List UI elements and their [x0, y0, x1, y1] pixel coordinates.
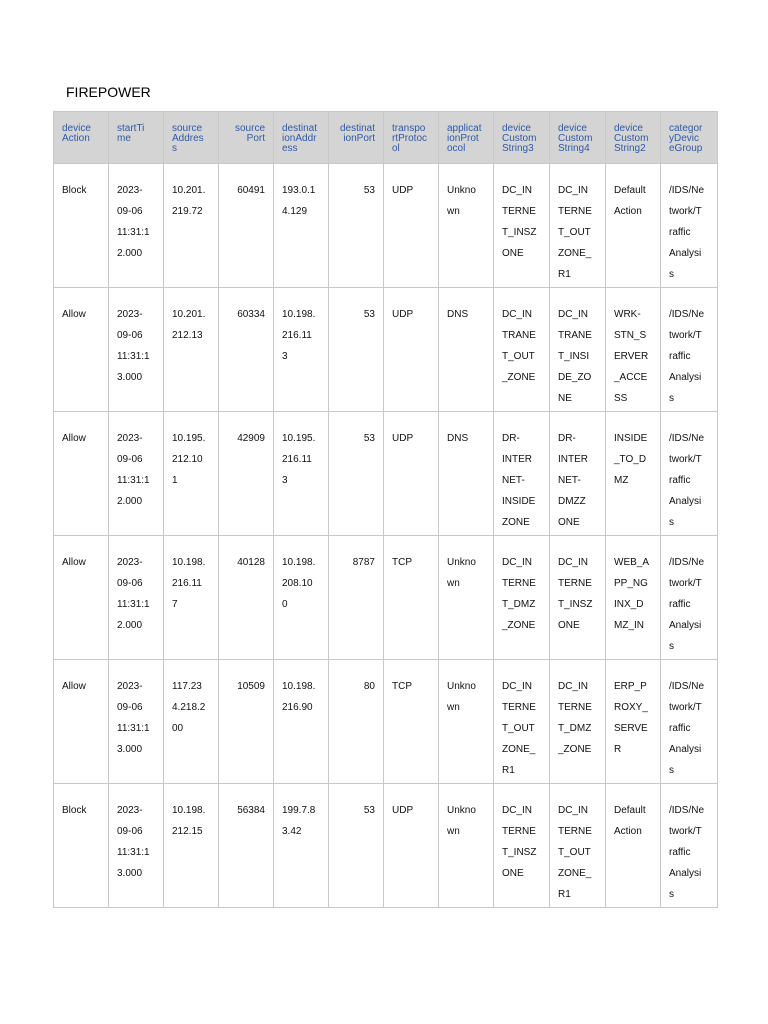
cell-device-custom-string2: Default Action	[606, 784, 661, 908]
cell-destination-address: 10.198. 208.10 0	[274, 536, 329, 660]
cell-category-device-group: /IDS/Ne twork/T raffic Analysi s	[661, 164, 718, 288]
table-header-row	[54, 112, 718, 164]
cell-device-custom-string3: DC_IN TERNE T_INSZ ONE	[494, 164, 550, 288]
cell-device-custom-string4: DC_IN TRANE T_INSI DE_ZO NE	[550, 288, 606, 412]
cell-device-custom-string2: WEB_A PP_NG INX_D MZ_IN	[606, 536, 661, 660]
cell-device-custom-string2: ERP_P ROXY_ SERVE R	[606, 660, 661, 784]
cell-transport-protocol: UDP	[384, 164, 439, 288]
document-title: FIREPOWER	[66, 84, 151, 100]
cell-application-protocol: DNS	[439, 412, 494, 536]
cell-source-port: 60491	[219, 164, 274, 288]
cell-source-address: 10.198. 212.15	[164, 784, 219, 908]
cell-application-protocol: DNS	[439, 288, 494, 412]
column-header-transport-protocol: transpo rtProtoc ol	[384, 112, 439, 164]
cell-source-address: 10.201. 219.72	[164, 164, 219, 288]
cell-transport-protocol: UDP	[384, 784, 439, 908]
cell-source-address: 10.195. 212.10 1	[164, 412, 219, 536]
cell-category-device-group: /IDS/Ne twork/T raffic Analysi s	[661, 784, 718, 908]
cell-transport-protocol: TCP	[384, 536, 439, 660]
cell-start-time: 2023- 09-06 11:31:1 3.000	[109, 660, 164, 784]
cell-source-address: 10.198. 216.11 7	[164, 536, 219, 660]
cell-source-address: 10.201. 212.13	[164, 288, 219, 412]
table-row	[54, 536, 718, 660]
cell-device-custom-string2: INSIDE _TO_D MZ	[606, 412, 661, 536]
cell-destination-port: 8787	[329, 536, 384, 660]
cell-destination-port: 53	[329, 412, 384, 536]
cell-device-custom-string3: DC_IN TRANE T_OUT _ZONE	[494, 288, 550, 412]
column-header-start-time: startTi me	[109, 112, 164, 164]
cell-destination-address: 199.7.8 3.42	[274, 784, 329, 908]
cell-destination-port: 80	[329, 660, 384, 784]
cell-category-device-group: /IDS/Ne twork/T raffic Analysi s	[661, 536, 718, 660]
cell-source-port: 60334	[219, 288, 274, 412]
cell-category-device-group: /IDS/Ne twork/T raffic Analysi s	[661, 412, 718, 536]
cell-destination-address: 193.0.1 4.129	[274, 164, 329, 288]
table-row	[54, 288, 718, 412]
cell-source-address: 117.23 4.218.2 00	[164, 660, 219, 784]
cell-start-time: 2023- 09-06 11:31:1 2.000	[109, 164, 164, 288]
cell-application-protocol: Unkno wn	[439, 660, 494, 784]
cell-destination-address: 10.198. 216.11 3	[274, 288, 329, 412]
column-header-device-action: device Action	[54, 112, 109, 164]
table-row	[54, 660, 718, 784]
column-header-source-port: source Port	[219, 112, 274, 164]
column-header-source-address: source Addres s	[164, 112, 219, 164]
table-row	[54, 784, 718, 908]
cell-source-port: 10509	[219, 660, 274, 784]
cell-transport-protocol: UDP	[384, 412, 439, 536]
cell-start-time: 2023- 09-06 11:31:1 3.000	[109, 288, 164, 412]
cell-transport-protocol: UDP	[384, 288, 439, 412]
column-header-device-custom-string3: device Custom String3	[494, 112, 550, 164]
cell-device-custom-string3: DC_IN TERNE T_OUT ZONE_ R1	[494, 660, 550, 784]
table-row	[54, 412, 718, 536]
column-header-destination-address: destinat ionAddr ess	[274, 112, 329, 164]
column-header-category-device-group: categor yDevic eGroup	[661, 112, 718, 164]
cell-category-device-group: /IDS/Ne twork/T raffic Analysi s	[661, 288, 718, 412]
cell-destination-port: 53	[329, 164, 384, 288]
cell-destination-port: 53	[329, 784, 384, 908]
column-header-device-custom-string4: device Custom String4	[550, 112, 606, 164]
cell-source-port: 56384	[219, 784, 274, 908]
table-row	[54, 164, 718, 288]
cell-device-custom-string3: DR- INTER NET- INSIDE ZONE	[494, 412, 550, 536]
column-header-destination-port: destinat ionPort	[329, 112, 384, 164]
cell-device-action: Allow	[54, 536, 109, 660]
cell-application-protocol: Unkno wn	[439, 164, 494, 288]
cell-device-action: Block	[54, 164, 109, 288]
cell-source-port: 40128	[219, 536, 274, 660]
cell-destination-address: 10.198. 216.90	[274, 660, 329, 784]
cell-device-custom-string4: DC_IN TERNE T_OUT ZONE_ R1	[550, 784, 606, 908]
cell-source-port: 42909	[219, 412, 274, 536]
cell-start-time: 2023- 09-06 11:31:1 3.000	[109, 784, 164, 908]
column-header-application-protocol: applicat ionProt ocol	[439, 112, 494, 164]
cell-device-action: Allow	[54, 660, 109, 784]
cell-destination-port: 53	[329, 288, 384, 412]
cell-start-time: 2023- 09-06 11:31:1 2.000	[109, 536, 164, 660]
cell-device-custom-string2: Default Action	[606, 164, 661, 288]
cell-device-custom-string2: WRK- STN_S ERVER _ACCE SS	[606, 288, 661, 412]
cell-application-protocol: Unkno wn	[439, 536, 494, 660]
cell-destination-address: 10.195. 216.11 3	[274, 412, 329, 536]
firepower-log-table	[53, 111, 718, 908]
cell-device-custom-string4: DC_IN TERNE T_OUT ZONE_ R1	[550, 164, 606, 288]
cell-device-custom-string3: DC_IN TERNE T_INSZ ONE	[494, 784, 550, 908]
cell-device-custom-string4: DR- INTER NET- DMZZ ONE	[550, 412, 606, 536]
cell-device-action: Allow	[54, 412, 109, 536]
cell-start-time: 2023- 09-06 11:31:1 2.000	[109, 412, 164, 536]
cell-device-action: Allow	[54, 288, 109, 412]
cell-device-custom-string4: DC_IN TERNE T_DMZ _ZONE	[550, 660, 606, 784]
cell-device-action: Block	[54, 784, 109, 908]
cell-transport-protocol: TCP	[384, 660, 439, 784]
cell-application-protocol: Unkno wn	[439, 784, 494, 908]
cell-device-custom-string3: DC_IN TERNE T_DMZ _ZONE	[494, 536, 550, 660]
cell-category-device-group: /IDS/Ne twork/T raffic Analysi s	[661, 660, 718, 784]
column-header-device-custom-string2: device Custom String2	[606, 112, 661, 164]
cell-device-custom-string4: DC_IN TERNE T_INSZ ONE	[550, 536, 606, 660]
